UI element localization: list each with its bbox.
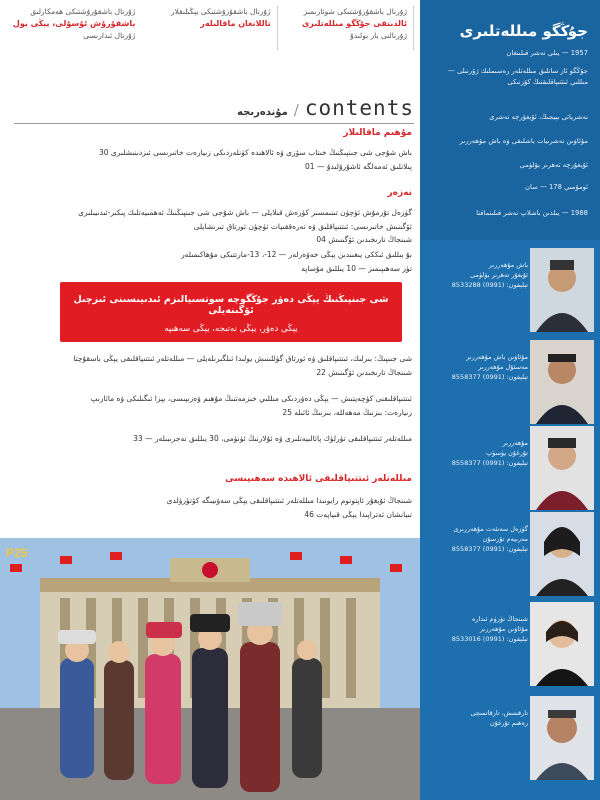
- top-links: [6, 6, 414, 50]
- article-entry[interactable]: [12, 432, 412, 446]
- staff-photo: [530, 696, 594, 780]
- staff-card: [420, 242, 600, 342]
- staff-role: شىنجاڭ تۈزۈم ئىدارە: [471, 615, 528, 623]
- article-subtitle: ئۆگىنىش خاتىرىسى: ئىتتىپاقلىق ۋە تەرەققىيات ئۈچۈن ئورتاق تىرىشايلى: [193, 221, 412, 231]
- staff-name: تۇرغۇن يۈسۈپ: [486, 449, 528, 457]
- contents-heading: [237, 96, 414, 122]
- masthead-sidebar: [420, 0, 600, 800]
- article-entry[interactable]: [12, 392, 412, 419]
- top-link-sub: ژۇرنال ئىدارىسى: [83, 31, 136, 40]
- staff-role: مۇھەررىر: [502, 439, 528, 447]
- staff-info: [424, 438, 528, 468]
- section-title-view: نەزەر: [387, 188, 412, 198]
- article-subtitle: شىنجاڭ تارىخىدىن ئۆگىنىش 22: [316, 367, 412, 377]
- staff-info: [424, 524, 528, 554]
- issue-info: ئومۇمىي 178 — سان: [525, 183, 588, 191]
- top-link-1[interactable]: [6, 6, 141, 50]
- staff-info: [424, 352, 528, 382]
- cover-photo[interactable]: [0, 538, 420, 800]
- staff-card: [420, 420, 600, 520]
- article-title: شىنجاڭ ئۇيغۇر ئاپتونوم رايونىدا مىللەتلەر ئىتتىپاقلىقى يېڭى سەۋىيىگە كۆتۈرۈلدى: [166, 496, 412, 505]
- top-link-2[interactable]: [141, 6, 277, 50]
- article-title: ئىتتىپاقلىقنى كۈچەيتىش — يېڭى دەۋردىكى مىللىي خىزمەتنىڭ مۇھىم ۋەزىپىسى، يېزا ئىگىلىكى ۋە مائارىپ: [90, 394, 412, 403]
- article-subtitle: زىيارەت: بىزنىڭ مەھەللە، بىزنىڭ ئائىلە 25: [282, 407, 412, 417]
- staff-photo: [530, 248, 594, 332]
- article-subtitle: تۈز سەھىپىمىز — 10 يىللىق مۇساپە: [301, 263, 412, 273]
- top-link-title: ژۇرنال باشقۇرۇشتىكى ھەمكارلىق: [30, 7, 136, 16]
- article-entry[interactable]: [12, 494, 412, 521]
- article-entry[interactable]: [12, 206, 412, 247]
- staff-info: [424, 260, 528, 290]
- staff-info: [424, 708, 528, 728]
- article-subtitle: شىنجاڭ تارىخىدىن ئۆگىنىش 04: [316, 235, 412, 244]
- staff-name: مەرىيەم تۇرسۇن: [482, 535, 528, 543]
- article-subtitle: پىلانلىق ئەمەلگە ئاشۇرۇلىدۇ — 01: [305, 161, 412, 171]
- publisher-info: نەشرياتى بېيجىڭ، ئۇيغۇرچە نەشرى: [489, 113, 588, 121]
- staff-name: مۇئاۋىن مۇھەررىر: [479, 625, 528, 633]
- contents-divider: [14, 123, 414, 124]
- staff-photo: [530, 512, 594, 596]
- banner-headline: شى جىنپىڭنىڭ يېڭى دەۋر جۇڭگوچە سوتسىيالىزم ئىدىيىسىنى ئىزچىل ئۆگىنەيلى: [73, 294, 389, 316]
- contents-heading-en: contents: [304, 96, 414, 120]
- top-link-title: ژۇرنال باشقۇرۇشتىكى يېڭىلىقلار: [171, 7, 271, 16]
- article-title: مىللەتلەر ئىتتىپاقلىقى تۈرلۈك پائالىيەتلىرى ۋە ئۇلارنىڭ ئۈنۈمى، 30 يىللىق تەجرىبىلەر — 33: [133, 434, 412, 443]
- staff-name: مەسئۇل مۇھەررىر: [478, 363, 528, 371]
- staff-name: ئۇيغۇر تەھرىر بۆلۈمى: [470, 271, 528, 279]
- staff-photo: [530, 426, 594, 510]
- article-title: بۇ يىللىق ئىككى يىغىندىن يېڭى خەۋەرلەر — 12-، 13-مارتتىكى مۇھاكىمىلەر: [181, 250, 412, 259]
- staff-card: [420, 334, 600, 434]
- staff-role: مۇئاۋىن باش مۇھەررىر: [466, 353, 528, 361]
- address-info: مۇئاۋىن نەشرىيات باشلىقى ۋە باش مۇھەررىر: [459, 137, 588, 145]
- article-title: شى جىنپىڭ: بىرلىك، ئىتتىپاقلىق ۋە ئورتاق گۈللىنىش يولىدا ئىلگىرىلەيلى — مىللەتلەر ئىتتىپاقلىقى يېڭى باسقۇچتا: [73, 354, 412, 363]
- top-link-highlight: باشقۇرۇش ئۇسۇلى، يېڭى يول: [12, 19, 136, 28]
- staff-phone: تېلېفون: (0991) 8558377: [451, 459, 528, 467]
- staff-card: [420, 690, 600, 790]
- top-link-highlight: تاللانغان ماقالىلەر: [200, 19, 271, 28]
- banner-subline: يېڭى دەۋر، يېڭى نەتىجە، يېڭى سەھىپە: [164, 324, 298, 334]
- since-info: 1988 — يىلدىن باشلاپ نەشر قىلىنماقتا: [476, 209, 588, 217]
- staff-phone: تېلېفون: (0991) 8558377: [451, 373, 528, 381]
- staff-photo: [530, 602, 594, 686]
- staff-info: [424, 614, 528, 644]
- section-title-unity: مىللەتلەر ئىتتىپاقلىقى ئالاھىدە سەھىپىسى: [225, 474, 412, 484]
- staff-name: رەھىم تۇرغۇن: [489, 719, 528, 727]
- contents-slash-icon: /: [293, 101, 299, 119]
- article-entry[interactable]: [12, 248, 412, 275]
- article-subtitle: تىيانشان ئەتراپىدا يېڭى قىياپەت 46: [304, 509, 412, 519]
- article-entry[interactable]: [12, 146, 412, 173]
- staff-phone: تېلېفون: (0991) 8533288: [451, 281, 528, 289]
- article-title: گۈزەل تۇرمۇش ئۈچۈن تىنىمسىز كۈرەش قىلايلى — باش شۇجى شى جىنپىڭنىڭ ئەھمىيەتلىك پىكىر-ئىدىيىلىرى: [78, 208, 412, 217]
- photo-illustration: [0, 538, 420, 800]
- article-title: باش شۇجى شى جىنپىڭنىڭ خىتاب سۆزى ۋە ئالاھىدە كۈنلەردىكى زىيارەت خاتىرىسى ئىزدىنىشلىرى 30: [98, 148, 412, 157]
- top-link-title: ژۇرنال باشقۇرۇشتىكى شوئارىمىز: [303, 7, 407, 16]
- department-info: ئۇيغۇرچە تەھرىر بۆلۈمى: [519, 161, 588, 169]
- staff-role: گۈزەل سەنئەت مۇھەررىرى: [453, 525, 528, 533]
- article-entry[interactable]: [12, 352, 412, 379]
- staff-phone: تېلېفون: (0991) 8533016: [451, 635, 528, 643]
- top-link-3[interactable]: [278, 6, 414, 50]
- page-ref-label: P25: [6, 546, 28, 560]
- staff-photo: [530, 340, 594, 424]
- staff-card: [420, 506, 600, 606]
- staff-phone: تېلېفون: (0991) 8558377: [451, 545, 528, 553]
- staff-role: باش مۇھەررىر: [488, 261, 528, 269]
- magazine-description: جۇڭگو ئاز سانلىق مىللەتلەر رەسىملىك ژۇرنىلى — مىللىي ئىتتىپاقلىقنىڭ كۆزنىكى: [447, 67, 588, 86]
- section-title-important: مۇھىم ماقالىلار: [343, 128, 412, 138]
- magazine-title: جۇڭگو مىللەتلىرى: [459, 22, 588, 40]
- theme-banner[interactable]: [60, 282, 402, 342]
- top-link-sub: ژۇرنالنى يار بولىدۇ: [350, 31, 407, 40]
- contents-heading-ug: مۇندەرىجە: [237, 107, 288, 118]
- staff-card: [420, 596, 600, 696]
- founded-info: 1957 — يىلى نەشر قىلىنغان: [506, 49, 588, 57]
- staff-role: تارقىتىش، تارقاتمىچى: [470, 709, 528, 717]
- top-link-highlight: ئالدىنقى جۇڭگو مىللەتلىرى: [301, 19, 407, 28]
